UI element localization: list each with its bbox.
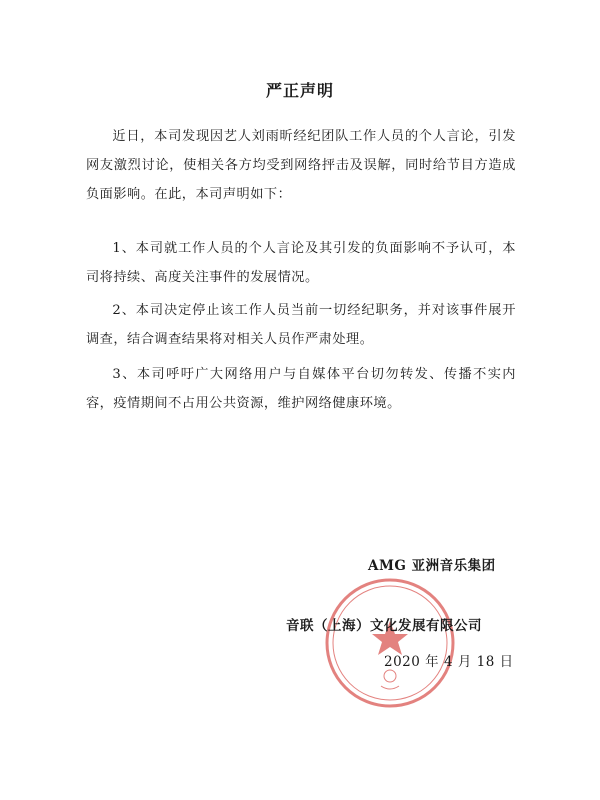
statement-item-3: 3、本司呼吁广大网络用户与自媒体平台切勿转发、传播不实内容，疫情期间不占用公共资源，维护网络健康环境。 <box>86 367 516 411</box>
page-title: 严正声明 <box>265 81 334 100</box>
statement-item-1: 1、本司就工作人员的个人言论及其引发的负面影响不予认可，本司将持续、高度关注事件的发展情况。 <box>86 241 516 285</box>
signature-date: 2020 年 4 月 18 日 <box>384 654 514 670</box>
seal-graphic <box>323 576 457 710</box>
intro-paragraph: 近日，本司发现因艺人刘雨昕经纪团队工作人员的个人言论，引发网友激烈讨论，使相关各方均受到网络抨击及误解，同时给节目方造成负面影响。在此，本司声明如下： <box>86 129 516 202</box>
statement-item-2: 2、本司决定停止该工作人员当前一切经纪职务，并对该事件展开调查，结合调查结果将对相关人员作严肃处理。 <box>86 303 516 347</box>
signature-org: AMG 亚洲音乐集团 <box>368 558 496 574</box>
signature-company: 音联（上海）文化发展有限公司 <box>286 618 482 634</box>
company-seal-stamp <box>323 576 457 710</box>
